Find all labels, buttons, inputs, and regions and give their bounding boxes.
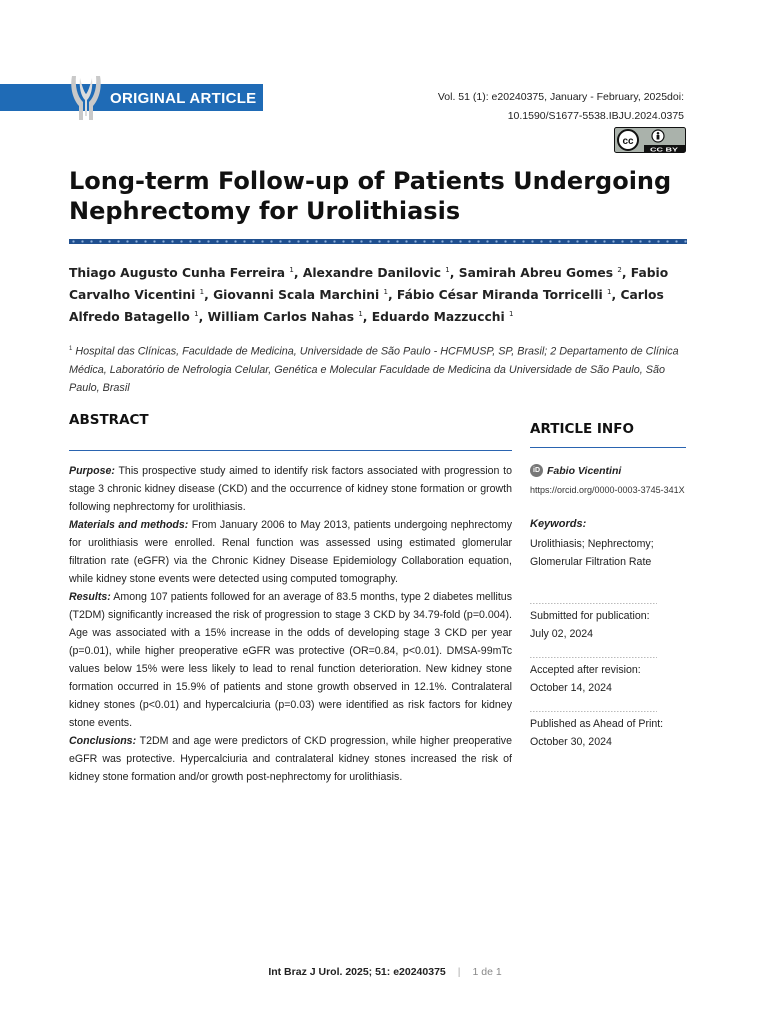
- orcid-author[interactable]: [530, 464, 621, 477]
- article-info-heading: ARTICLE INFO: [530, 421, 634, 437]
- footer-citation: Int Braz J Urol. 2025; 51: e20240375: [268, 966, 446, 978]
- author-name: Thiago Augusto Cunha Ferreira: [69, 266, 286, 281]
- accepted-date: October 14, 2024: [530, 682, 612, 694]
- article-type-label: ORIGINAL ARTICLE: [110, 90, 257, 107]
- author-affiliation-marker: 1: [509, 310, 514, 319]
- author: William Carlos Nahas $^1$,: [207, 310, 372, 325]
- author-name: Giovanni Scala Marchini: [213, 288, 380, 303]
- article-title: [69, 166, 687, 226]
- article-info-rule: [530, 447, 686, 448]
- abstract-rule: [69, 450, 512, 451]
- affiliation-text: Hospital das Clínicas, Faculdade de Medicina, Universidade de São Paulo - HCFMUSP, SP, Brasil; 2 Departamento de Clínica Médica, Laboratório de Nefrologia Celular, Genética e Molecular Faculdade de Medicina da Universidade de São Paulo, São Paulo, Brasil: [69, 345, 679, 394]
- results-text: Among 107 patients followed for an average of 83.5 months, type 2 diabetes mellitus (T2DM) significantly increased the risk of progression to stage 3 CKD by 34.79-fold (p=0.004). Age was associated with a 15% increase in the odds of developing stage 3 CKD per year (p=0.01), while higher preoperative eGFR was protective (OR=0.84, p<0.01). DMSA-99mTc values below 15% were less likely to lead to renal function deterioration. New kidney stone formation occurred in 15.9% of patients and stone growth observed in 12.1%. Contralateral kidney stones (p<0.01) and hypercalciuria (p=0.03) were identified as risk factors for kidney stone events.: [69, 591, 513, 729]
- doi-line[interactable]: 10.1590/S1677-5538.IBJU.2024.0375: [507, 110, 684, 122]
- cc-by-license-icon[interactable]: [614, 127, 686, 153]
- author-name: Eduardo Mazzucchi: [371, 310, 505, 325]
- author-affiliation-marker: 1: [383, 288, 388, 297]
- author-name: William Carlos Nahas: [207, 310, 355, 325]
- info-separator: [530, 657, 657, 658]
- author: Carlos Alfredo Batagello $^1$,: [69, 288, 664, 325]
- title-line-1: Long-term Follow-up of Patients Undergoing: [69, 167, 672, 195]
- info-separator: [530, 603, 657, 604]
- author-name: Carlos Alfredo Batagello: [69, 288, 664, 325]
- methods-text: From January 2006 to May 2013, patients undergoing nephrectomy for urolithiasis were enrolled. Renal function was assessed using estimated glomerular filtration rate (eGFR) via the Chronic Kidney Disease Epidemiology Collaboration equation, while kidney stone events were detected using computed tomography.: [69, 519, 512, 585]
- purpose-label: Purpose:: [69, 465, 115, 477]
- published-label: Published as Ahead of Print:: [530, 718, 664, 730]
- author-affiliation-marker: 1: [607, 288, 612, 297]
- author-list: [69, 261, 689, 327]
- author-name: Fabio Carvalho Vicentini: [69, 266, 669, 303]
- results-label: Results:: [69, 591, 111, 603]
- conclusions-text: T2DM and age were predictors of CKD progression, while higher preoperative eGFR was protective. Hypercalciuria and contralateral kidney stones increased the risk of kidney stone formation and/or growth post-nephrectomy for urolithiasis.: [69, 735, 512, 783]
- author: Fábio César Miranda Torricelli $^1$,: [396, 288, 621, 303]
- abstract-results: [69, 588, 512, 732]
- submitted-label: Submitted for publication:: [530, 610, 650, 622]
- author-affiliation-marker: 2: [617, 266, 622, 274]
- orcid-icon: iD: [530, 464, 543, 477]
- page-number: 1 de 1: [472, 966, 502, 978]
- abstract-heading: ABSTRACT: [69, 412, 149, 428]
- abstract-purpose: [69, 462, 512, 516]
- author-affiliation-marker: 1: [289, 266, 294, 274]
- author-affiliation-marker: 1: [194, 310, 199, 319]
- author-affiliation-marker: 1: [199, 288, 205, 297]
- published-date: October 30, 2024: [530, 736, 612, 748]
- purpose-text: This prospective study aimed to identify risk factors associated with progression to stage 3 chronic kidney disease (CKD) and the occurrence of kidney stone formation or growth following nephrectomy for urolithiasis.: [69, 465, 512, 513]
- orcid-author-name: Fabio Vicentini: [547, 464, 622, 477]
- author: Samirah Abreu Gomes $^2$,: [458, 266, 631, 281]
- author: Giovanni Scala Marchini $^1$,: [213, 288, 397, 303]
- conclusions-label: Conclusions:: [69, 735, 137, 747]
- affiliations: [69, 340, 689, 397]
- affiliation-marker: 1: [69, 346, 73, 352]
- author: [372, 310, 514, 324]
- svg-text:cc: cc: [622, 136, 634, 147]
- footer-separator: |: [457, 966, 461, 978]
- keywords-text: Urolithiasis; Nephrectomy; Glomerular Filtration Rate: [530, 538, 654, 568]
- abstract-body: [69, 462, 512, 786]
- page-footer: [0, 966, 770, 978]
- author-affiliation-marker: 1: [445, 266, 450, 274]
- volume-line: Vol. 51 (1): e20240375, January - February, 2025doi:: [437, 91, 684, 103]
- abstract-methods: [69, 516, 512, 588]
- abstract-conclusions: [69, 732, 512, 786]
- article-meta: [364, 88, 684, 126]
- author-name: Alexandre Danilovic: [302, 266, 442, 281]
- orcid-link[interactable]: https://orcid.org/0000-0003-3745-341X: [530, 485, 685, 495]
- author-name: Samirah Abreu Gomes: [458, 266, 614, 281]
- accepted-label: Accepted after revision:: [530, 664, 641, 676]
- author: Fabio Carvalho Vicentini $^1$,: [69, 266, 669, 303]
- info-separator: [530, 711, 657, 712]
- author: Thiago Augusto Cunha Ferreira $^1$,: [69, 266, 303, 281]
- author-affiliation-marker: 1: [358, 310, 363, 319]
- license-label: CC BY: [650, 147, 679, 153]
- submitted-date: July 02, 2024: [530, 628, 594, 640]
- title-line-2: Nephrectomy for Urolithiasis: [69, 197, 461, 225]
- author-name: Fábio César Miranda Torricelli: [396, 288, 603, 303]
- keywords-label: Keywords:: [530, 518, 587, 530]
- author: Alexandre Danilovic $^1$,: [302, 266, 459, 281]
- journal-logo-icon: [66, 72, 106, 122]
- title-rule-dots: [69, 240, 687, 243]
- methods-label: Materials and methods:: [69, 519, 189, 531]
